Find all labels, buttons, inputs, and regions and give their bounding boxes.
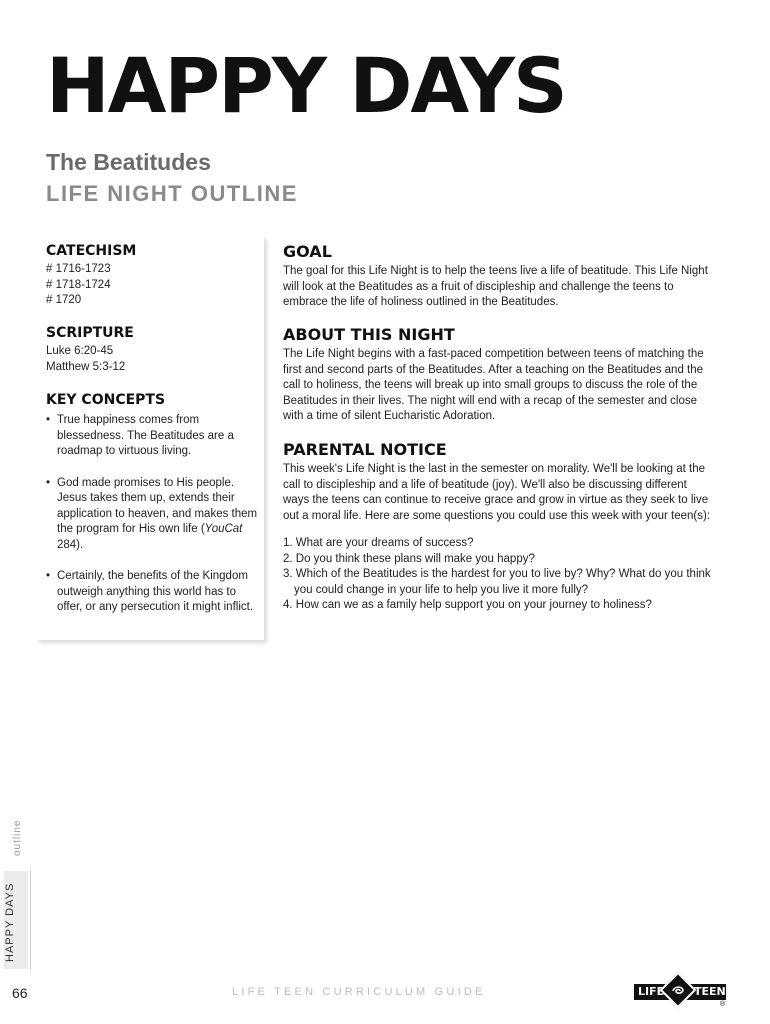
key-concepts-section (46, 391, 258, 632)
question-list (283, 536, 715, 614)
catechism-heading: CATECHISM (46, 243, 137, 259)
about-section (283, 325, 715, 425)
side-type-label: outline (12, 819, 23, 856)
goal-heading: GOAL (283, 242, 332, 261)
citation-page: 284). (57, 538, 84, 551)
parental-heading: PARENTAL NOTICE (283, 440, 447, 459)
page-subtitle: The Beatitudes (46, 149, 211, 175)
page-number: 66 (12, 985, 28, 1001)
catechism-list (46, 262, 260, 309)
logo-swirl-icon (670, 982, 686, 998)
catechism-item: # 1716-1723 (46, 263, 111, 275)
key-concepts-heading: KEY CONCEPTS (46, 392, 166, 408)
question-item: 2. Do you think these plans will make you happy? (283, 552, 535, 565)
about-text: The Life Night begins with a fast-paced competition between teens of matching the first and second parts of the Beatitudes. After a teaching on the Beatitudes and the call to holiness, the teens will break up into small groups to discuss the role of the Beatitudes in their lives. The night will end with a recap of the semester and close with a time of silent Eucharistic Adoration. (283, 348, 704, 422)
key-concept-text: God made promises to His people. Jesus takes them up, extends their application to heaven, and makes them the program for His own life (57, 476, 258, 535)
key-concept-item (46, 569, 258, 616)
scripture-heading: SCRIPTURE (46, 325, 134, 341)
catechism-item: # 1718-1724 (46, 278, 111, 291)
scripture-item: Luke 6:20-45 (46, 345, 114, 357)
key-concept-text: Certainly, the benefits of the Kingdom outweigh anything this world has to offer, or any persecution it might inflict. (57, 570, 254, 613)
page-title: HAPPY DAYS (46, 41, 566, 130)
question-item: 4. How can we as a family help support you on your journey to holiness? (283, 599, 652, 611)
parental-text: This week's Life Night is the last in the semester on morality. We'll be looking at the call to discipleship and a life of beatitude (joy). We'll also be discussing different ways the teens can continue to receive grace and grow in virtue as they seek to live out a moral life. Here are some questions you could use this week with your teen(s): (283, 463, 710, 522)
citation-source: YouCat (204, 523, 243, 535)
side-series-label: HAPPY DAYS (4, 882, 16, 962)
question-item: 1. What are your dreams of success? (283, 537, 474, 549)
catechism-section (46, 242, 260, 309)
footer-guide-title: LIFE TEEN CURRICULUM GUIDE (232, 986, 486, 998)
logo-registered-mark: ® (720, 1001, 726, 1008)
catechism-item: # 1720 (46, 294, 82, 306)
key-concepts-list (46, 413, 258, 616)
scripture-section (46, 324, 260, 375)
about-heading: ABOUT THIS NIGHT (283, 325, 455, 344)
life-teen-logo (634, 976, 726, 1008)
scripture-list (46, 344, 260, 375)
goal-section (283, 242, 715, 311)
logo-text-teen: TEEN (694, 985, 726, 998)
goal-text: The goal for this Life Night is to help the teens live a life of beatitude. This Life Night will look at the Beatitudes as a fruit of discipleship and challenge the teens to embrace the life of holiness outlined in the Beatitudes. (283, 265, 708, 308)
parental-section (283, 440, 715, 614)
scripture-item: Matthew 5:3-12 (46, 360, 126, 373)
key-concept-item: • God made promises to His people. Jesus takes them up, extends their application to heaven, and makes them the program for His own life (YouCat 284). (46, 476, 258, 554)
side-divider (30, 870, 31, 970)
key-concept-text: True happiness comes from blessedness. The Beatitudes are a roadmap to virtuous living. (57, 414, 234, 457)
question-item: 3. Which of the Beatitudes is the hardest for you to live by? Why? What do you think you could change in your life to help you live it more fully? (283, 568, 711, 596)
outline-label: LIFE NIGHT OUTLINE (46, 181, 298, 206)
key-concept-item (46, 413, 258, 460)
logo-text-life: LIFE (638, 985, 665, 998)
